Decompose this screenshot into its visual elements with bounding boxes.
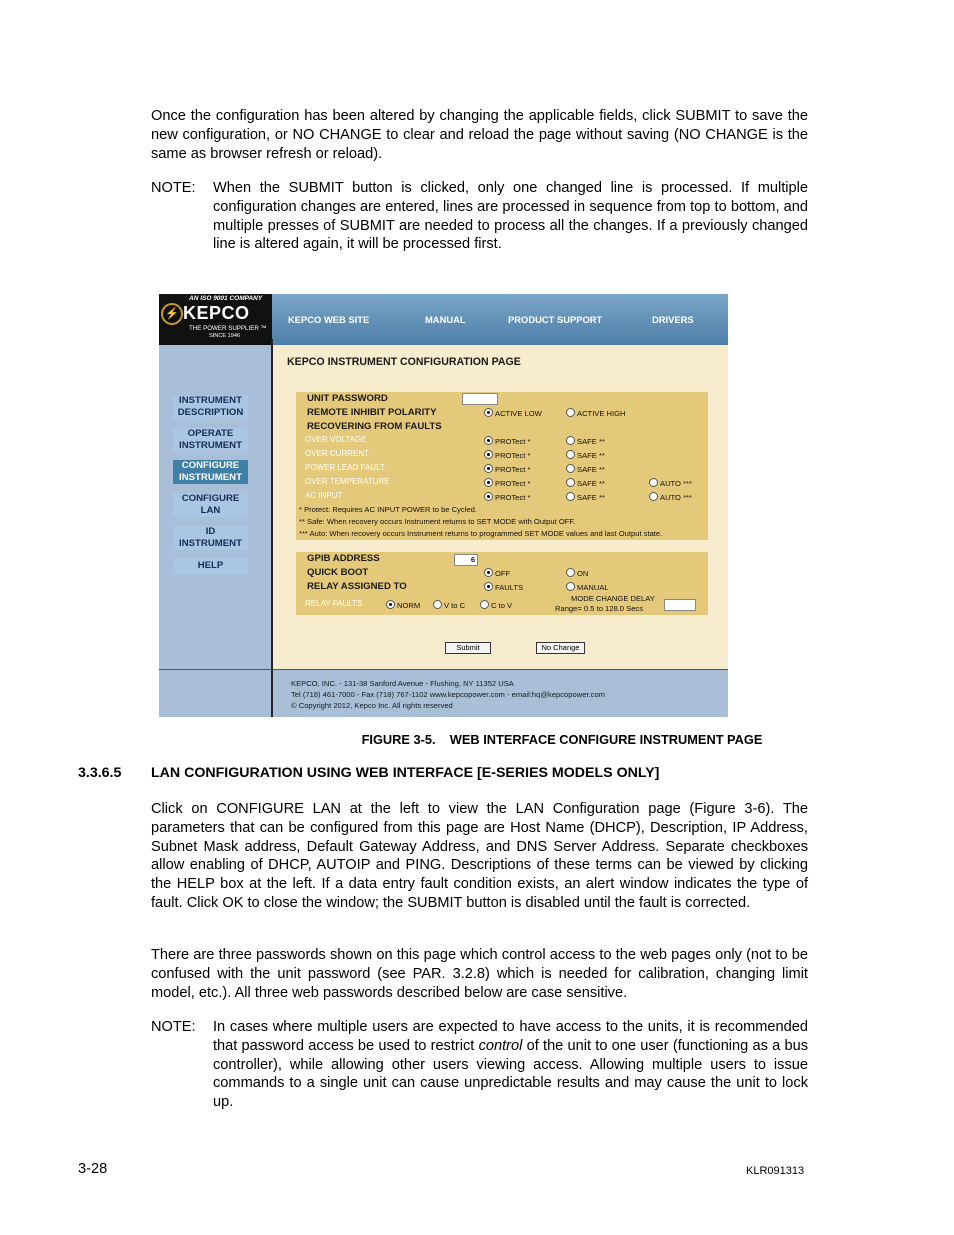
sidebar-divider (271, 339, 273, 717)
opt-faults[interactable] (484, 582, 523, 592)
row-label: AC INPUT (305, 491, 343, 500)
submit-button[interactable]: Submit (445, 642, 491, 654)
opt-v-to-c[interactable] (433, 600, 465, 610)
note-submit (151, 179, 808, 254)
menu-help[interactable] (173, 558, 248, 574)
logo-tagline: THE POWER SUPPLIER ™ (189, 325, 267, 332)
opt-label: PROTect * (495, 451, 531, 460)
config-form-main (296, 392, 708, 540)
row-label: OVER CURRENT (305, 449, 370, 458)
row-label: RECOVERING FROM FAULTS (307, 421, 442, 432)
config-page-title: KEPCO INSTRUMENT CONFIGURATION PAGE (287, 356, 521, 368)
note-label: NOTE: (151, 180, 196, 196)
gpib-address-input[interactable]: 6 (454, 554, 478, 566)
nav-drivers[interactable]: DRIVERS (652, 314, 694, 325)
row-label: OVER VOLTAGE (305, 435, 367, 444)
note-text-part: In cases where multiple users are expected to have access to the units, it is recommended that password access be used to restrict (213, 1019, 808, 1054)
menu-configure-instrument[interactable] (173, 460, 248, 484)
opt-label: V to C (444, 601, 466, 610)
row-label: UNIT PASSWORD (307, 393, 388, 404)
note-text: When the SUBMIT button is clicked, only one changed line is processed. If multiple configuration changes are entered, lines are processed in sequence from top to bottom, and multiple presses of SUBMIT are needed to process all the changes. If a previously changed line is altered again, it will be processed first. (213, 180, 808, 253)
menu-id-instrument[interactable] (173, 526, 248, 550)
config-form-secondary (296, 552, 708, 615)
kepco-logo[interactable] (159, 294, 272, 345)
nav-manual[interactable]: MANUAL (425, 314, 466, 325)
opt-auto[interactable] (649, 478, 692, 488)
opt-label: SAFE ** (577, 493, 605, 502)
opt-c-to-v[interactable] (480, 600, 512, 610)
menu-line: INSTRUMENT (179, 538, 242, 549)
row-label: GPIB ADDRESS (307, 553, 380, 564)
opt-label: ON (577, 569, 589, 578)
menu-line: LAN (200, 505, 221, 516)
row-unit-password (296, 392, 708, 406)
opt-label: PROTect * (495, 437, 531, 446)
opt-label: PROTect * (495, 479, 531, 488)
row-gpib-address (296, 552, 708, 566)
opt-label: ACTIVE LOW (495, 409, 542, 418)
nav-kepco-web-site[interactable]: KEPCO WEB SITE (288, 314, 370, 325)
note-multiple-users (151, 1018, 808, 1112)
row-power-lead-fault (296, 462, 708, 476)
section-heading (78, 765, 659, 781)
logo-brand: KEPCO (183, 303, 250, 323)
opt-manual[interactable] (566, 582, 609, 592)
row-relay-faults (296, 594, 708, 615)
menu-instrument-description[interactable] (173, 395, 248, 419)
menu-line: HELP (197, 560, 224, 571)
opt-protect[interactable] (484, 492, 530, 502)
note-safe: ** Safe: When recovery occurs Instrument returns to SET MODE with Output OFF. (299, 517, 576, 526)
opt-active-low[interactable] (484, 408, 542, 418)
menu-line: CONFIGURE (181, 493, 240, 504)
nav-area (272, 294, 728, 345)
no-change-button[interactable]: No Change (536, 642, 585, 654)
menu-line: INSTRUMENT (179, 472, 242, 483)
logo-iso: AN ISO 9001 COMPANY (189, 295, 263, 302)
note-auto: *** Auto: When recovery occurs Instrument returns to programmed SET MODE values and last Output state. (299, 529, 663, 538)
figure-screenshot (159, 294, 728, 717)
delay-range: Range= 0.5 to 128.0 Secs (555, 604, 644, 613)
unit-password-input[interactable] (462, 393, 498, 405)
opt-label: PROTect * (495, 465, 531, 474)
footer-contact: Tel (718) 461-7000 - Fax (718) 767-1102 www.kepcopower.com - email:hq@kepcopower.com (291, 690, 606, 699)
row-remote-inhibit (296, 406, 708, 420)
note-label: NOTE: (151, 1019, 196, 1035)
opt-label: AUTO *** (660, 479, 692, 488)
note-protect: * Protect: Requires AC INPUT POWER to be Cycled. (299, 505, 477, 514)
menu-line: DESCRIPTION (177, 407, 244, 418)
opt-safe[interactable] (566, 464, 605, 474)
opt-label: C to V (491, 601, 513, 610)
row-recovering (296, 420, 708, 434)
opt-auto[interactable] (649, 492, 692, 502)
opt-safe[interactable] (566, 450, 605, 460)
opt-off[interactable] (484, 568, 510, 578)
mode-change-delay-input[interactable]: 1.0 (664, 599, 696, 611)
menu-configure-lan[interactable] (173, 493, 248, 517)
sidebar-top-strip (159, 339, 272, 345)
row-label: POWER LEAD FAULT (305, 463, 385, 472)
opt-label: FAULTS (495, 583, 524, 592)
opt-protect[interactable] (484, 450, 530, 460)
opt-safe[interactable] (566, 436, 605, 446)
opt-label: SAFE ** (577, 479, 605, 488)
opt-label: PROTect * (495, 493, 531, 502)
opt-label: SAFE ** (577, 437, 605, 446)
menu-line: INSTRUMENT (179, 440, 242, 451)
caption-number: FIGURE 3-5. (361, 732, 436, 747)
delay-label: MODE CHANGE DELAY (571, 594, 655, 603)
footer-address: KEPCO, INC. - 131-38 Sanford Avenue - Flushing, NY 11352 USA (291, 679, 514, 688)
figure-caption (0, 732, 954, 747)
opt-label: SAFE ** (577, 465, 605, 474)
doc-code: KLR091313 (746, 1165, 805, 1177)
menu-line: CONFIGURE (181, 460, 240, 471)
opt-label: ACTIVE HIGH (577, 409, 626, 418)
menu-operate-instrument[interactable] (173, 428, 248, 452)
row-label: REMOTE INHIBIT POLARITY (307, 407, 437, 418)
row-label: OVER TEMPERATURE (305, 477, 390, 486)
note-emphasis: control (478, 1037, 523, 1054)
note-text-part: of the unit to one user (functioning as a bus controller), while allowing other users viewing access. Allowing multiple users to issue commands to a single unit can cause unpredictable results and may cause the unit to lock up. (213, 1037, 809, 1111)
kepco-mark-icon: ⚡ (161, 303, 183, 325)
section-title: LAN CONFIGURATION USING WEB INTERFACE [E-SERIES MODELS ONLY] (151, 765, 660, 781)
opt-protect[interactable] (484, 436, 530, 446)
caption-title: WEB INTERFACE CONFIGURE INSTRUMENT PAGE (449, 732, 763, 747)
footer-copyright: © Copyright 2012, Kepco Inc. All rights reserved (291, 701, 453, 710)
row-over-temperature (296, 476, 708, 490)
row-quick-boot (296, 566, 708, 580)
row-label: RELAY FAULTS (305, 599, 363, 608)
row-over-voltage (296, 434, 708, 448)
opt-protect[interactable] (484, 478, 530, 488)
lan-paragraph: Click on CONFIGURE LAN at the left to view the LAN Configuration page (Figure 3-6). The parameters that can be configured from this page are Host Name (DHCP), Description, IP Address, Subnet Mask address, Default Gateway Address, and DNS Server Address. Separate checkboxes allow enabling of DHCP, AUTOIP and PING. Descriptions of these terms can be viewed by clicking the HELP box at the left. If a data entry fault condition exists, an alert window indicates the type of fault. Click OK to close the window; the SUBMIT button is disabled until the fault is corrected. (151, 801, 808, 911)
row-label: RELAY ASSIGNED TO (307, 581, 407, 592)
row-over-current (296, 448, 708, 462)
note-text (213, 1018, 808, 1112)
opt-safe[interactable] (566, 478, 605, 488)
row-ac-input (296, 490, 708, 504)
logo-since: SINCE 1946 (209, 333, 241, 339)
menu-line: OPERATE (187, 428, 234, 439)
row-label: QUICK BOOT (307, 567, 369, 578)
opt-label: SAFE ** (577, 451, 605, 460)
opt-safe[interactable] (566, 492, 605, 502)
opt-label: MANUAL (577, 583, 609, 592)
opt-norm[interactable] (386, 600, 420, 610)
opt-protect[interactable] (484, 464, 530, 474)
section-number: 3.3.6.5 (78, 765, 122, 781)
menu-line: INSTRUMENT (179, 395, 242, 406)
nav-product-support[interactable]: PRODUCT SUPPORT (508, 314, 603, 325)
opt-on[interactable] (566, 568, 588, 578)
row-relay-assigned (296, 580, 708, 594)
menu-line: ID (205, 526, 216, 537)
opt-label: NORM (397, 601, 421, 610)
opt-active-high[interactable] (566, 408, 626, 418)
page-number: 3-28 (78, 1161, 108, 1177)
opt-label: AUTO *** (660, 493, 692, 502)
opt-label: OFF (495, 569, 511, 578)
intro-paragraph: Once the configuration has been altered by changing the applicable fields, click SUBMIT to save the new configuration, or NO CHANGE to clear and reload the page without saving (NO CHANGE is the same as browser refresh or reload). (151, 108, 808, 162)
password-paragraph: There are three passwords shown on this page which control access to the web pages only (not to be confused with the unit password (see PAR. 3.2.8) which is needed for calibration, changing limit model, etc.). All three web passwords described below are case sensitive. (151, 947, 808, 1001)
